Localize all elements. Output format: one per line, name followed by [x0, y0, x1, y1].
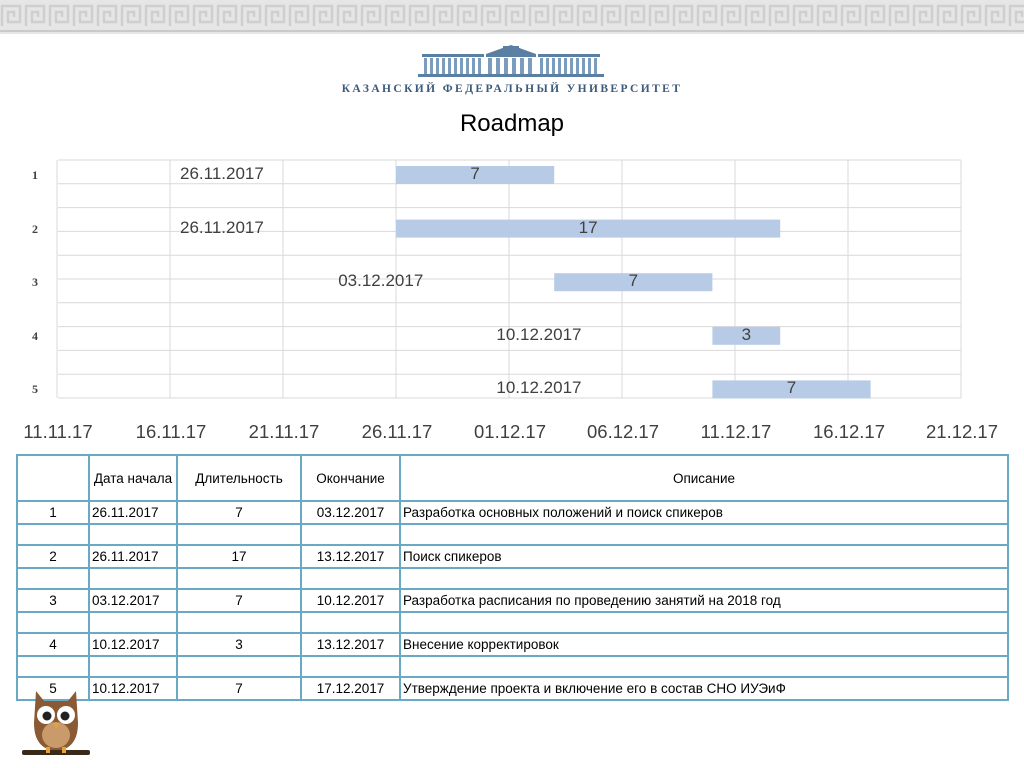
row-description: Поиск спикеров	[400, 545, 1008, 568]
x-tick-label: 11.11.17	[23, 421, 93, 442]
bar-start-label: 26.11.2017	[180, 164, 264, 183]
decorative-border	[0, 0, 1024, 34]
table-spacer-row	[17, 524, 1008, 545]
row-duration: 17	[177, 545, 301, 568]
bar-start-label: 26.11.2017	[180, 217, 264, 237]
x-tick-label: 21.12.17	[925, 421, 999, 442]
chart-row-number: 4	[32, 328, 38, 343]
row-start-date: 10.12.2017	[89, 677, 177, 700]
bar-duration-label: 17	[578, 217, 598, 237]
table-header-row	[17, 455, 1008, 501]
row-number: 1	[17, 501, 89, 524]
chart-canvas	[0, 150, 1024, 450]
table-spacer-row	[17, 612, 1008, 633]
row-number: 2	[17, 545, 89, 568]
table-row	[17, 677, 1008, 700]
chart-row-number: 1	[32, 168, 38, 182]
row-start-date: 10.12.2017	[89, 633, 177, 656]
greek-key-pattern	[0, 0, 1024, 30]
x-tick-label: 01.12.17	[473, 421, 547, 442]
header-number	[17, 455, 89, 501]
x-tick-label: 16.12.17	[812, 421, 886, 442]
university-name: КАЗАНСКИЙ ФЕДЕРАЛЬНЫЙ УНИВЕРСИТЕТ	[341, 83, 683, 95]
university-logo	[418, 44, 604, 78]
row-duration: 3	[177, 633, 301, 656]
row-number: 5	[17, 677, 89, 700]
owl-mascot-icon	[16, 683, 96, 763]
x-tick-label: 11.12.17	[700, 421, 772, 442]
page-title: Roadmap	[459, 110, 565, 137]
row-description: Внесение корректировок	[400, 633, 1008, 656]
row-duration: 7	[177, 677, 301, 700]
row-description: Разработка расписания по проведению занятий на 2018 год	[400, 589, 1008, 612]
chart-row-number: 2	[32, 221, 38, 236]
bar-duration-label: 3	[741, 324, 752, 344]
bar-duration-label: 7	[786, 378, 797, 398]
x-tick-label: 26.11.17	[361, 421, 433, 442]
row-end-date: 17.12.2017	[301, 677, 400, 700]
x-tick-label: 21.11.17	[248, 421, 320, 442]
chart-row-number: 3	[32, 275, 38, 290]
header-description: Описание	[400, 455, 1008, 501]
bar-start-label: 10.12.2017	[496, 378, 582, 398]
chart-row-number: 5	[32, 382, 38, 397]
row-duration: 7	[177, 501, 301, 524]
roadmap-table	[16, 454, 1007, 713]
row-number: 3	[17, 589, 89, 612]
header-start-date: Дата начала	[89, 455, 177, 501]
bar-start-label: 10.12.2017	[496, 324, 582, 344]
row-end-date: 13.12.2017	[301, 633, 400, 656]
table-spacer-row	[17, 568, 1008, 589]
table-row	[17, 545, 1008, 568]
table-spacer-row	[17, 656, 1008, 677]
x-tick-label: 06.12.17	[586, 421, 660, 442]
row-end-date: 10.12.2017	[301, 589, 400, 612]
row-start-date: 26.11.2017	[89, 501, 177, 524]
header-duration: Длительность	[177, 455, 301, 501]
x-tick-label: 16.11.17	[135, 421, 207, 442]
bar-start-label: 03.12.2017	[338, 271, 424, 291]
row-duration: 7	[177, 589, 301, 612]
table-row	[17, 633, 1008, 656]
row-number: 4	[17, 633, 89, 656]
table-row	[17, 589, 1008, 612]
bar-duration-label: 7	[470, 164, 480, 183]
row-start-date: 03.12.2017	[89, 589, 177, 612]
border-rule	[0, 30, 1024, 32]
header-end-date: Окончание	[301, 455, 400, 501]
row-description: Утверждение проекта и включение его в состав СНО ИУЭиФ	[400, 677, 1008, 700]
row-description: Разработка основных положений и поиск спикеров	[400, 501, 1008, 524]
bar-duration-label: 7	[628, 271, 639, 291]
row-end-date: 03.12.2017	[301, 501, 400, 524]
table-row	[17, 501, 1008, 524]
row-start-date: 26.11.2017	[89, 545, 177, 568]
roadmap-chart	[0, 150, 1024, 450]
row-end-date: 13.12.2017	[301, 545, 400, 568]
